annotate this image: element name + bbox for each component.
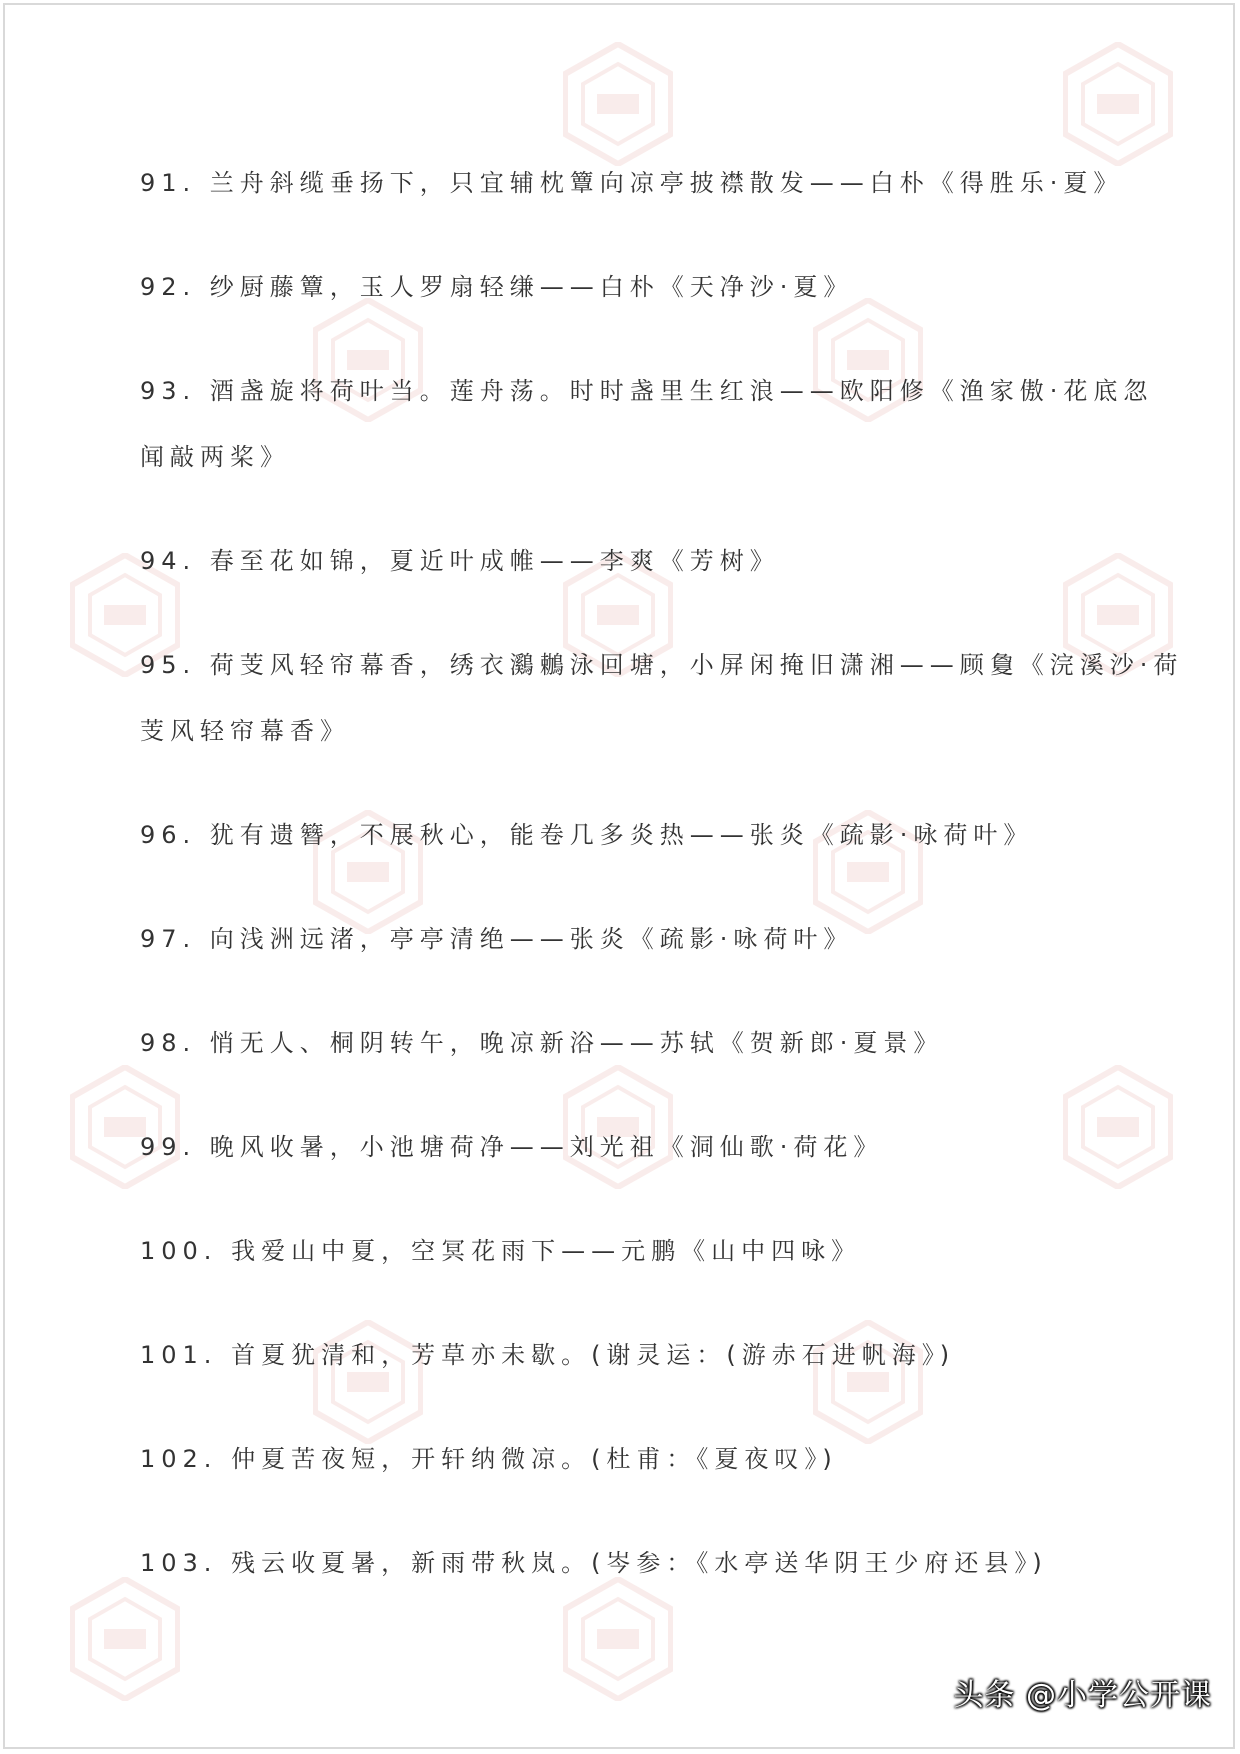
poem-line-91: 91. 兰舟斜缆垂扬下，只宜辅枕簟向凉亭披襟散发——白朴《得胜乐·夏》	[140, 169, 1124, 197]
poem-line-93: 93. 酒盏旋将荷叶当。莲舟荡。时时盏里生红浪——欧阳修《渔家傲·花底忽	[140, 377, 1154, 405]
poem-line-98: 98. 悄无人、桐阴转午，晚凉新浴——苏轼《贺新郎·夏景》	[140, 1029, 944, 1057]
poem-line-95: 95. 荷芰风轻帘幕香，绣衣鸂鶒泳回塘，小屏闲掩旧潇湘——顾敻《浣溪沙·荷	[140, 651, 1184, 679]
poem-line-99: 99. 晚风收暑，小池塘荷净——刘光祖《洞仙歌·荷花》	[140, 1133, 884, 1161]
poem-line-101: 101. 首夏犹清和，芳草亦未歇。(谢灵运：(游赤石进帆海》)	[140, 1341, 956, 1369]
poem-line-102: 102. 仲夏苦夜短，开轩纳微凉。(杜甫：《夏夜叹》)	[140, 1445, 838, 1473]
poem-line-100: 100. 我爱山中夏，空冥花雨下——元鹏《山中四咏》	[140, 1237, 862, 1265]
poem-line-92: 92. 纱厨藤簟，玉人罗扇轻缣——白朴《天净沙·夏》	[140, 273, 854, 301]
poem-line-94: 94. 春至花如锦，夏近叶成帷——李爽《芳树》	[140, 547, 780, 575]
poem-line-96: 96. 犹有遗簪，不展秋心，能卷几多炎热——张炎《疏影·咏荷叶》	[140, 821, 1034, 849]
poem-line-97: 97. 向浅洲远渚，亭亭清绝——张炎《疏影·咏荷叶》	[140, 925, 854, 953]
poem-line-103: 103. 残云收夏暑，新雨带秋岚。(岑参：《水亭送华阴王少府还县》)	[140, 1549, 1048, 1577]
poem-line-93-cont: 闻敲两桨》	[140, 443, 290, 471]
footer-brand: 头条 @小学公开课	[953, 1678, 1212, 1713]
poem-line-95-cont: 芰风轻帘幕香》	[140, 717, 350, 745]
page-frame	[3, 3, 1235, 1749]
